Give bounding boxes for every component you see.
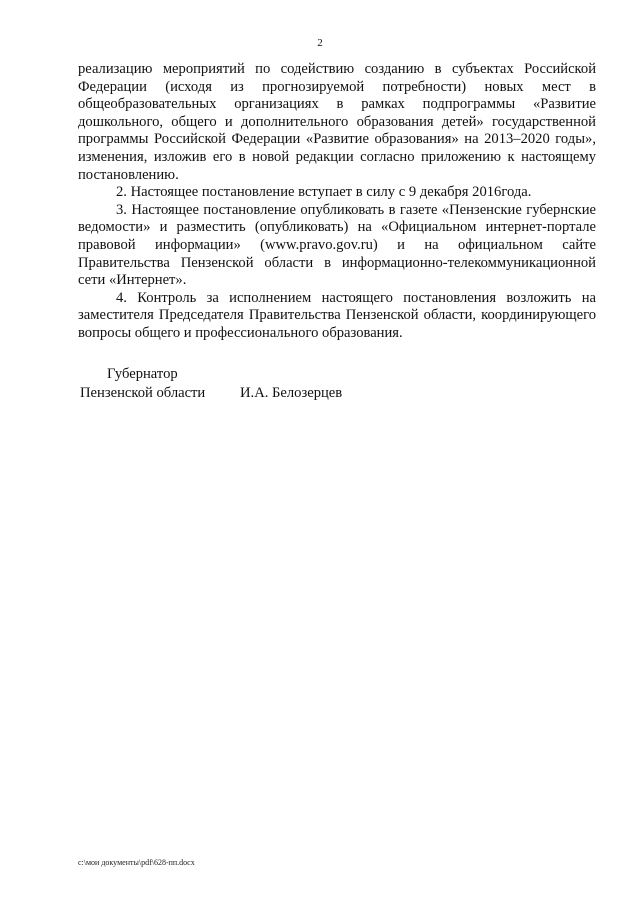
paragraph-3: 3. Настоящее постановление опубликовать в газете «Пензенские губернские ведомости» и разместить (опубликовать) на «Официальном интернет-портале правовой информации» (www.pravo.gov.ru) и на официальном сайте Правительства Пензенской области в информационно-телекоммуникационной сети «Интернет».	[78, 201, 596, 289]
paragraph-2: 2. Настоящее постановление вступает в силу с 9 декабря 2016года.	[116, 184, 532, 201]
signature-block	[78, 365, 342, 403]
page-number: 2	[317, 37, 323, 49]
signatory-title-line1: Губернатор	[107, 366, 178, 382]
signatory-name: И.А. Белозерцев	[240, 385, 343, 401]
paragraph-4: 4. Контроль за исполнением настоящего постановления возложить на заместителя Председателя Правительства Пензенской области, координирующего вопросы общего и профессионального образования.	[78, 289, 596, 341]
document-body	[78, 61, 596, 343]
footer-file-path: c:\мои документы\pdf\628-пп.docx	[78, 858, 195, 867]
signature-row	[78, 384, 342, 403]
paragraph-continuation: реализацию мероприятий по содействию созданию в субъектах Российской Федерации (исходя из прогнозируемой потребности) новых мест в общеобразовательных организациях в рамках подпрограммы «Развитие дошкольного, общего и дополнительного образования детей» государственной программы Российской Федерации «Развитие образования» на 2013–2020 годы», изменения, изложив его в новой редакции согласно приложению к настоящему постановлению.	[78, 61, 596, 183]
signatory-title-line2: Пензенской области	[80, 385, 206, 401]
